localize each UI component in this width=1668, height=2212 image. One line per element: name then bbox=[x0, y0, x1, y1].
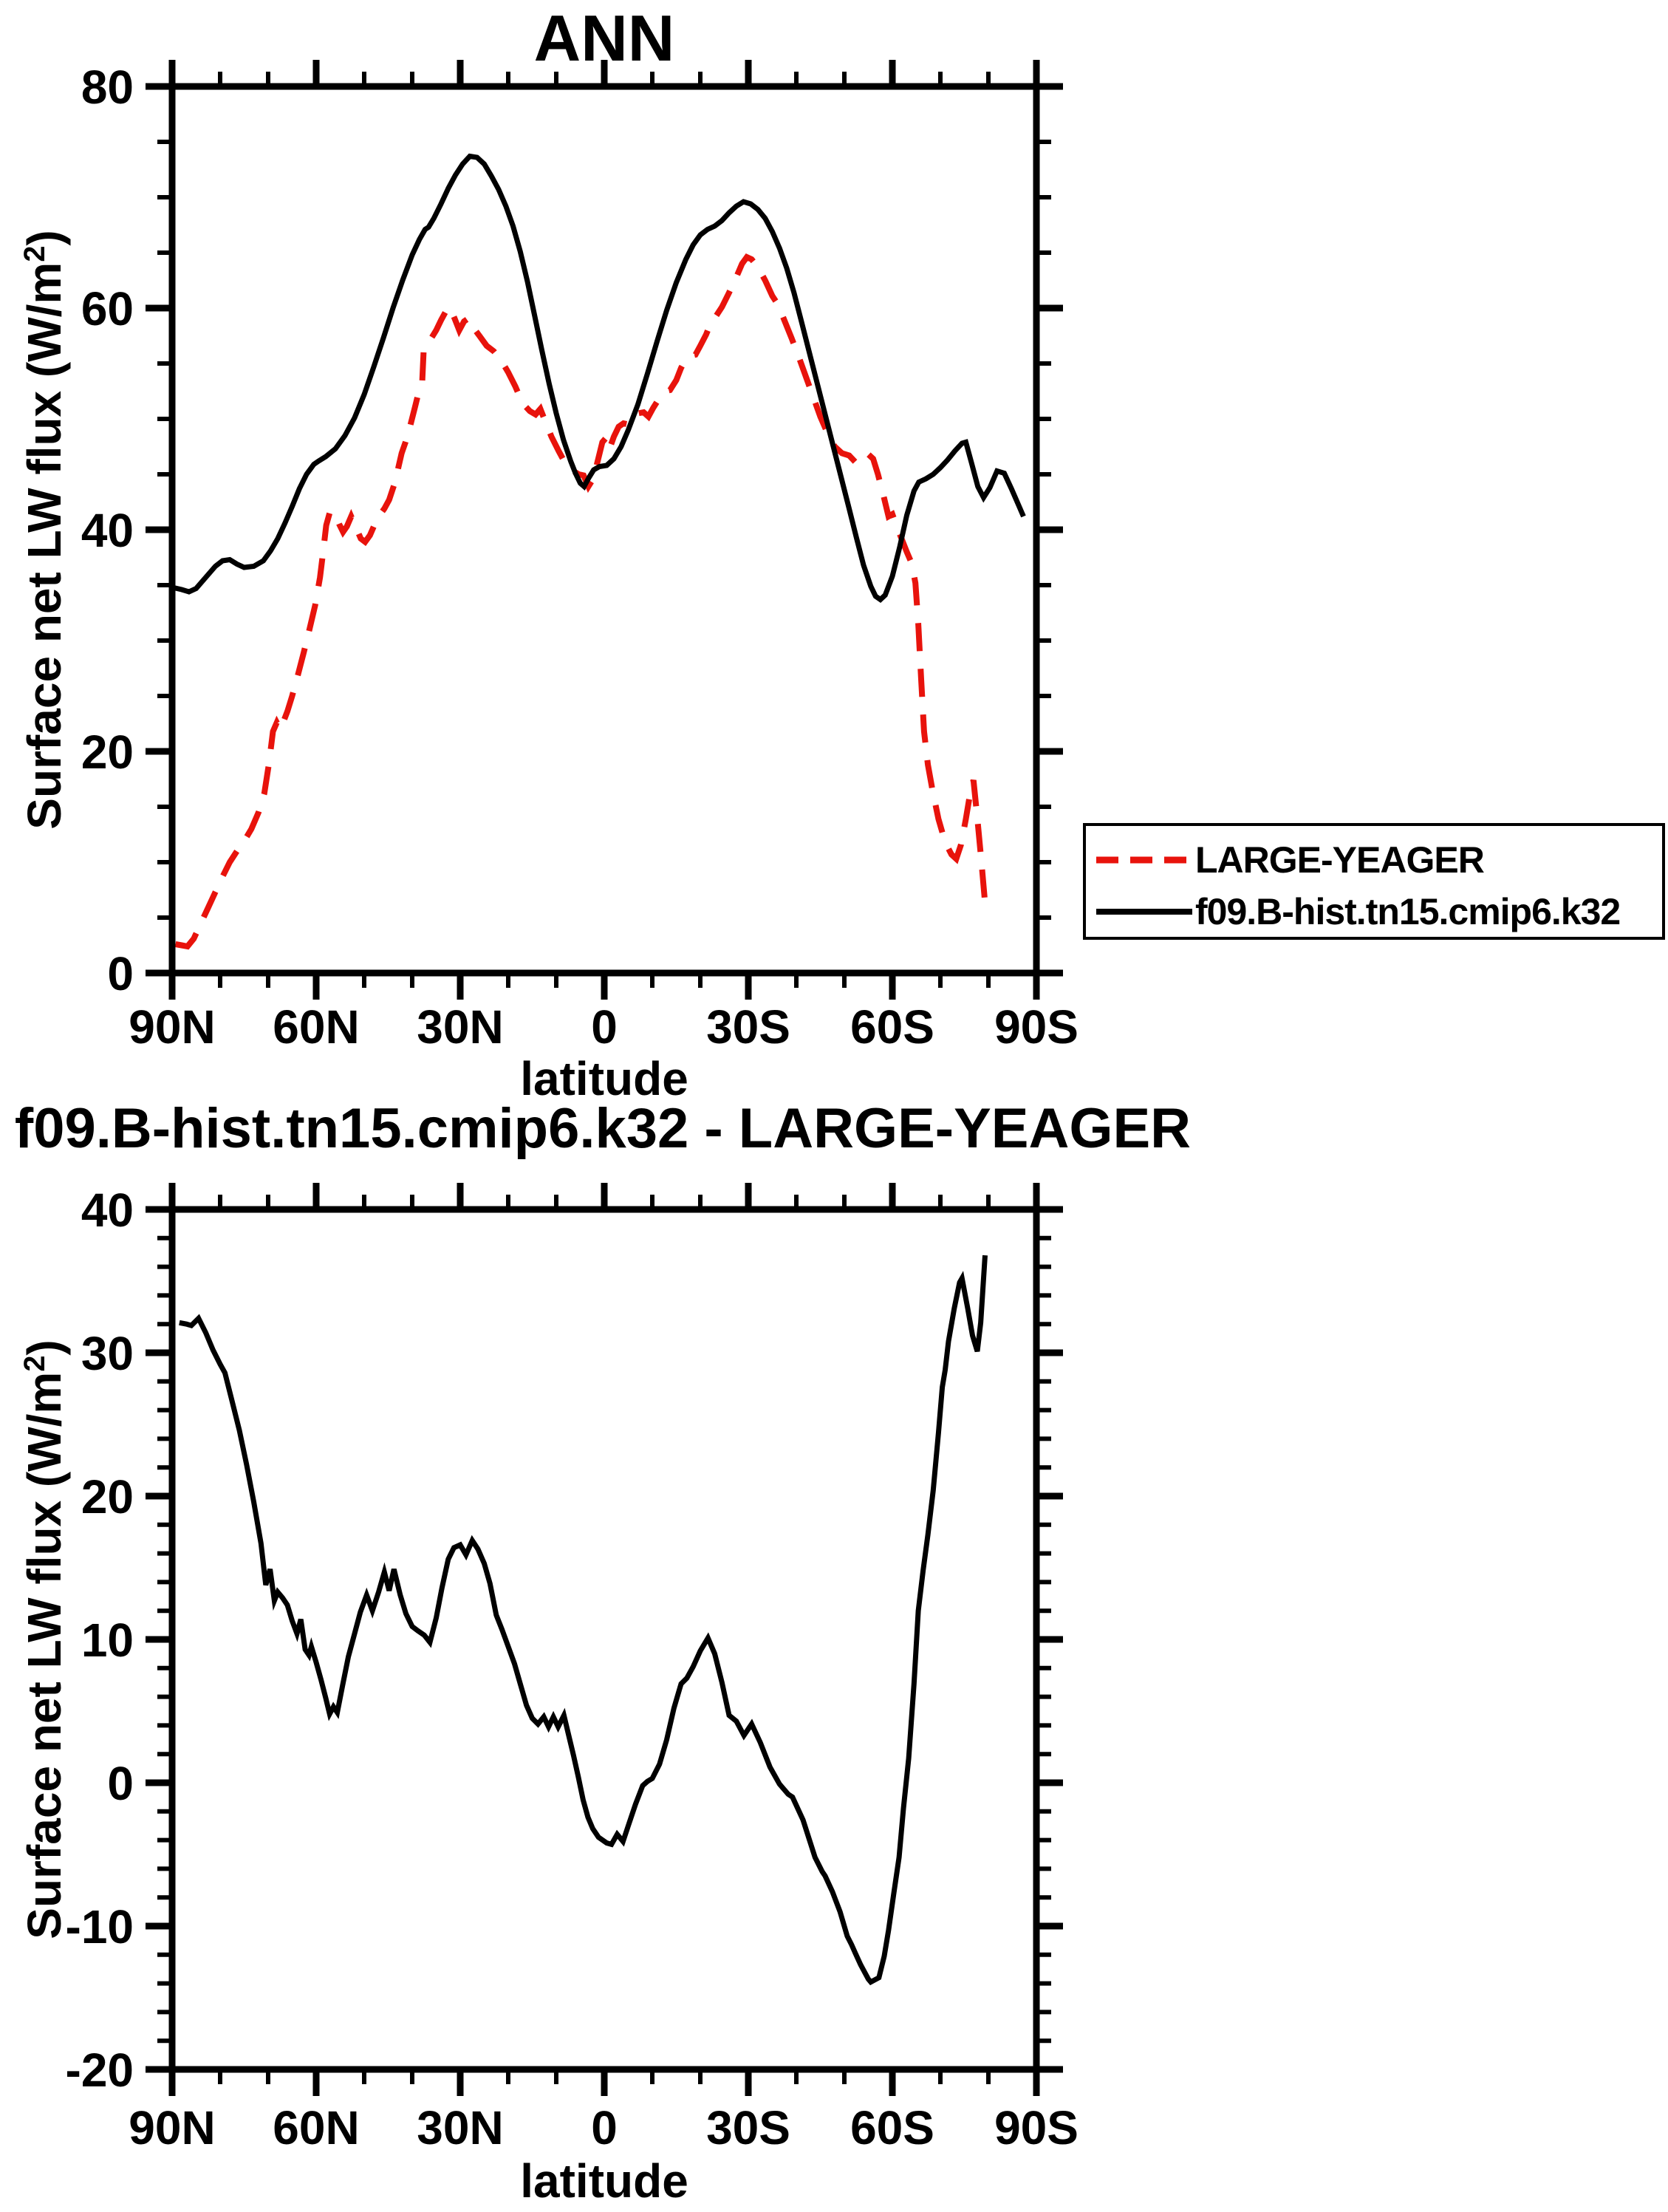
diff-chart-title: f09.B-hist.tn15.cmip6.k32 - LARGE-YEAGER bbox=[14, 1097, 1192, 1160]
diff-yaxis-label-text: Surface net LW flux (W/m bbox=[18, 1371, 72, 1939]
ann-x-tick-label: 30N bbox=[417, 1000, 504, 1054]
ann-series-dashed bbox=[176, 257, 985, 946]
ann-y-tick-label: 40 bbox=[81, 504, 134, 557]
diff-y-tick-label: -10 bbox=[65, 1900, 134, 1953]
diff-x-tick-label: 30N bbox=[417, 2101, 504, 2154]
legend-entry-large-yeager bbox=[1095, 839, 1484, 881]
diff-y-tick-label: -20 bbox=[65, 2044, 134, 2097]
diff-y-tick-label: 10 bbox=[81, 1614, 134, 1667]
diff-yaxis-label-close: ) bbox=[18, 1339, 72, 1356]
legend-dashed-line-sample bbox=[1095, 855, 1194, 865]
ann-chart bbox=[81, 60, 1079, 1054]
diff-yaxis-label-sup: 2 bbox=[18, 1355, 51, 1372]
diff-series-solid bbox=[180, 1255, 985, 1982]
diff-y-tick-label: 40 bbox=[81, 1184, 134, 1237]
diff-x-tick-label: 90N bbox=[129, 2101, 216, 2154]
ann-chart-title: ANN bbox=[533, 1, 675, 75]
diff-x-tick-label: 0 bbox=[591, 2101, 618, 2154]
ann-y-tick-label: 0 bbox=[107, 947, 134, 1000]
ann-xaxis-label: latitude bbox=[520, 1052, 688, 1105]
diff-y-tick-label: 30 bbox=[81, 1327, 134, 1380]
ann-yaxis-label-text: Surface net LW flux (W/m bbox=[18, 262, 72, 830]
ann-plot-box bbox=[172, 86, 1036, 973]
ann-y-tick-label: 60 bbox=[81, 282, 134, 335]
ann-y-tick-label: 20 bbox=[81, 726, 134, 779]
diff-xaxis-label: latitude bbox=[520, 2154, 688, 2208]
ann-x-tick-label: 90S bbox=[994, 1000, 1079, 1054]
diff-x-tick-label: 90S bbox=[994, 2101, 1079, 2154]
ann-series-solid bbox=[172, 157, 1024, 600]
ann-yaxis-label bbox=[18, 230, 72, 830]
ann-yaxis-label-close: ) bbox=[18, 230, 72, 246]
diff-chart bbox=[66, 1183, 1079, 2154]
diff-x-tick-label: 60N bbox=[273, 2101, 360, 2154]
legend-entry-f09 bbox=[1095, 891, 1620, 932]
diff-yaxis-label bbox=[18, 1339, 72, 1939]
legend-solid-line-sample bbox=[1095, 907, 1194, 917]
diff-x-tick-label: 60S bbox=[850, 2101, 934, 2154]
ann-x-tick-label: 60S bbox=[850, 1000, 934, 1054]
ann-x-tick-label: 90N bbox=[129, 1000, 216, 1054]
ann-x-tick-label: 0 bbox=[591, 1000, 618, 1054]
diff-x-tick-label: 30S bbox=[706, 2101, 790, 2154]
ann-x-tick-label: 30S bbox=[706, 1000, 790, 1054]
legend-label-f09: f09.B-hist.tn15.cmip6.k32 bbox=[1195, 891, 1621, 932]
diff-y-tick-label: 0 bbox=[107, 1757, 134, 1810]
legend-label-large-yeager: LARGE-YEAGER bbox=[1195, 839, 1484, 881]
ann-yaxis-label-sup: 2 bbox=[18, 245, 51, 262]
legend bbox=[1083, 823, 1665, 940]
diff-y-tick-label: 20 bbox=[81, 1470, 134, 1523]
ann-y-tick-label: 80 bbox=[81, 61, 134, 114]
ann-x-tick-label: 60N bbox=[273, 1000, 360, 1054]
